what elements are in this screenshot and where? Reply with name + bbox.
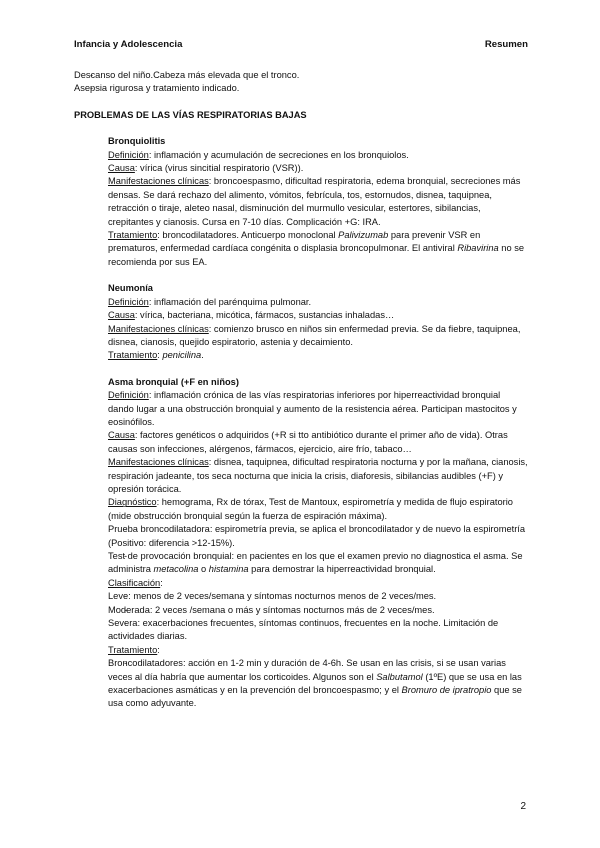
text: : inflamación del parénquima pulmonar.: [148, 296, 312, 307]
text: :: [157, 350, 163, 361]
tratamiento-list: [108, 657, 528, 711]
label: Manifestaciones clínicas: [108, 323, 209, 334]
label: Clasificación: [108, 577, 161, 588]
label: Tratamiento: [108, 350, 158, 361]
text: : vírica, bacteriana, micótica, fármacos, sustancias inhaladas…: [134, 310, 395, 321]
text: : hemograma, Rx de tórax, Test de Mantoux, espirometría y medida de flujo espiratorio (mide obstrucción bronquial según la fuerza de espiración máxima).: [108, 497, 513, 521]
text: : inflamación y acumulación de secreciones en los bronquiolos.: [148, 149, 409, 160]
bronquiolitis-definicion: [108, 149, 528, 162]
list-item: - Asepsia rigurosa y tratamiento indicado.: [74, 82, 528, 95]
bronquiolitis-manifestaciones: [108, 175, 528, 229]
list-item: [108, 657, 528, 711]
asma-definicion: [108, 389, 528, 429]
text: para demostrar la hiperreactividad bronquial.: [248, 564, 436, 575]
label: Causa: [108, 310, 135, 321]
label: Causa: [108, 430, 135, 441]
label: Manifestaciones clínicas: [108, 457, 209, 468]
list-item: [108, 523, 528, 550]
neumonia-causa: [108, 309, 528, 322]
drug: Bromuro de ipratropio: [401, 685, 492, 696]
list-item: - Moderada: 2 veces /semana o más y síntomas nocturnos más de 2 veces/mes.: [108, 604, 528, 617]
label: Tratamiento: [108, 230, 158, 241]
list-item: - Descanso del niño.Cabeza más elevada que el tronco.: [74, 69, 528, 82]
text: para prevenir VSR en prematuros, enfermedad cardíaca congénita o displasia broncopulmonar. El antiviral: [108, 230, 481, 254]
asma-clasificacion: [108, 577, 528, 590]
bronquiolitis-causa: [108, 162, 528, 175]
label: Definición: [108, 390, 149, 401]
text: Prueba broncodilatadora: espirometría previa, se aplica el broncodilatador y de nuevo la espirometría (Positivo: diferencia >12-15%).: [108, 524, 526, 548]
page-number: 2: [520, 801, 526, 812]
neumonia-definicion: [108, 296, 528, 309]
text: (1ºE) que se usa en las exacerbaciones asmáticas y en la prevención del broncoespasmo; y el: [108, 671, 522, 696]
text: : comienzo brusco en niños sin enfermedad previa. Se da fiebre, taquipnea, disnea, cianosis, quejido espiratorio, astenia y decaimiento.: [108, 323, 521, 347]
text: : disnea, taquipnea, dificultad respiratoria nocturna y por la mañana, cianosis, respiración jadeante, tos seca nocturna que inicia la crisis, diaforesis, sibilancias audibles (+F) y opresión torácica.: [108, 457, 528, 494]
bronquiolitis-tratamiento: [108, 229, 528, 269]
asma-tratamiento: [108, 644, 528, 657]
list-item: - Leve: menos de 2 veces/semana y síntomas nocturnos menos de 2 veces/mes.: [108, 590, 528, 603]
asma-diagnostico: [108, 496, 528, 523]
drug: penicilina: [162, 350, 202, 361]
text: Broncodilatadores: acción en 1-2 min y duración de 4-6h. Se usan en las crisis, si se usan varias veces al día habría que aumentar los corticoides. Algunos son el: [108, 658, 506, 682]
text: :: [157, 644, 160, 655]
label: Diagnóstico: [108, 497, 157, 508]
text: : factores genéticos o adquiridos (+R si tto antibiótico durante el primer año de vida). Otras causas son infecciones, alérgenos, fármacos, ejercicio, aire frío, tabaco…: [108, 430, 508, 454]
asma-causa: [108, 429, 528, 456]
text: :: [160, 577, 163, 588]
label: Tratamiento: [108, 644, 158, 655]
diagnostico-list: [108, 523, 528, 577]
label: Causa: [108, 163, 135, 174]
neumonia-title: Neumonía: [108, 283, 153, 294]
drug: Ribavirina: [457, 243, 499, 254]
bronquiolitis-title: Bronquiolitis: [108, 136, 166, 147]
text: o: [198, 564, 209, 575]
header-left: Infancia y Adolescencia: [74, 39, 183, 50]
text: que se usa como adyuvante.: [108, 685, 522, 709]
text: Test de provocación bronquial: en pacientes en los que el examen previo no diagnostica el asma. Se administra: [108, 551, 523, 575]
bronquiolitis-block: [108, 135, 528, 711]
text: : broncodilatadores. Anticuerpo monoclonal: [157, 230, 339, 241]
list-item: [108, 550, 528, 577]
text: : vírica (virus sincitial respiratorio (VSR)).: [134, 163, 304, 174]
label: Definición: [108, 149, 149, 160]
text: .: [201, 350, 204, 361]
text: no se recomienda por sus EA.: [108, 243, 525, 267]
drug: histamina: [208, 564, 249, 575]
drug: Palivizumab: [338, 230, 389, 241]
page-content: [74, 69, 528, 711]
neumonia-manifestaciones: [108, 323, 528, 350]
asma-title: Asma bronquial (+F en niños): [108, 376, 239, 387]
clasificacion-list: [108, 590, 528, 644]
label: Manifestaciones clínicas: [108, 176, 209, 187]
drug: metacolina: [153, 564, 199, 575]
label: Definición: [108, 296, 149, 307]
neumonia-tratamiento: [108, 349, 528, 362]
list-item: - Severa: exacerbaciones frecuentes, síntomas continuos, frecuentes en la noche. Limitación de actividades diarias.: [108, 617, 528, 644]
text: : broncoespasmo, dificultad respiratoria, edema bronquial, secreciones más densas. Se dará rechazo del alimento, vómitos, febrícula, tos, estornudos, disnea, taquipnea, retracción o tiraje, aleteo nasal, disminución del murmullo vesicular, estertores, sibilancias, crepitantes y cianosis. Cursa en 7-10 días. Complicación +G: IRA.: [108, 176, 521, 227]
section-title: PROBLEMAS DE LAS VÍAS RESPIRATORIAS BAJAS: [74, 109, 307, 120]
drug: Salbutamol: [376, 671, 423, 682]
top-bullet-list: [74, 69, 528, 96]
text: : inflamación crónica de las vías respiratorias inferiores por hiperreactividad bronquial dando lugar a una obstrucción bronquial y aumento de la resistencia aérea. Participan mastocitos y eosinófilos.: [108, 390, 517, 427]
asma-manifestaciones: [108, 456, 528, 496]
header-right: Resumen: [484, 39, 528, 50]
